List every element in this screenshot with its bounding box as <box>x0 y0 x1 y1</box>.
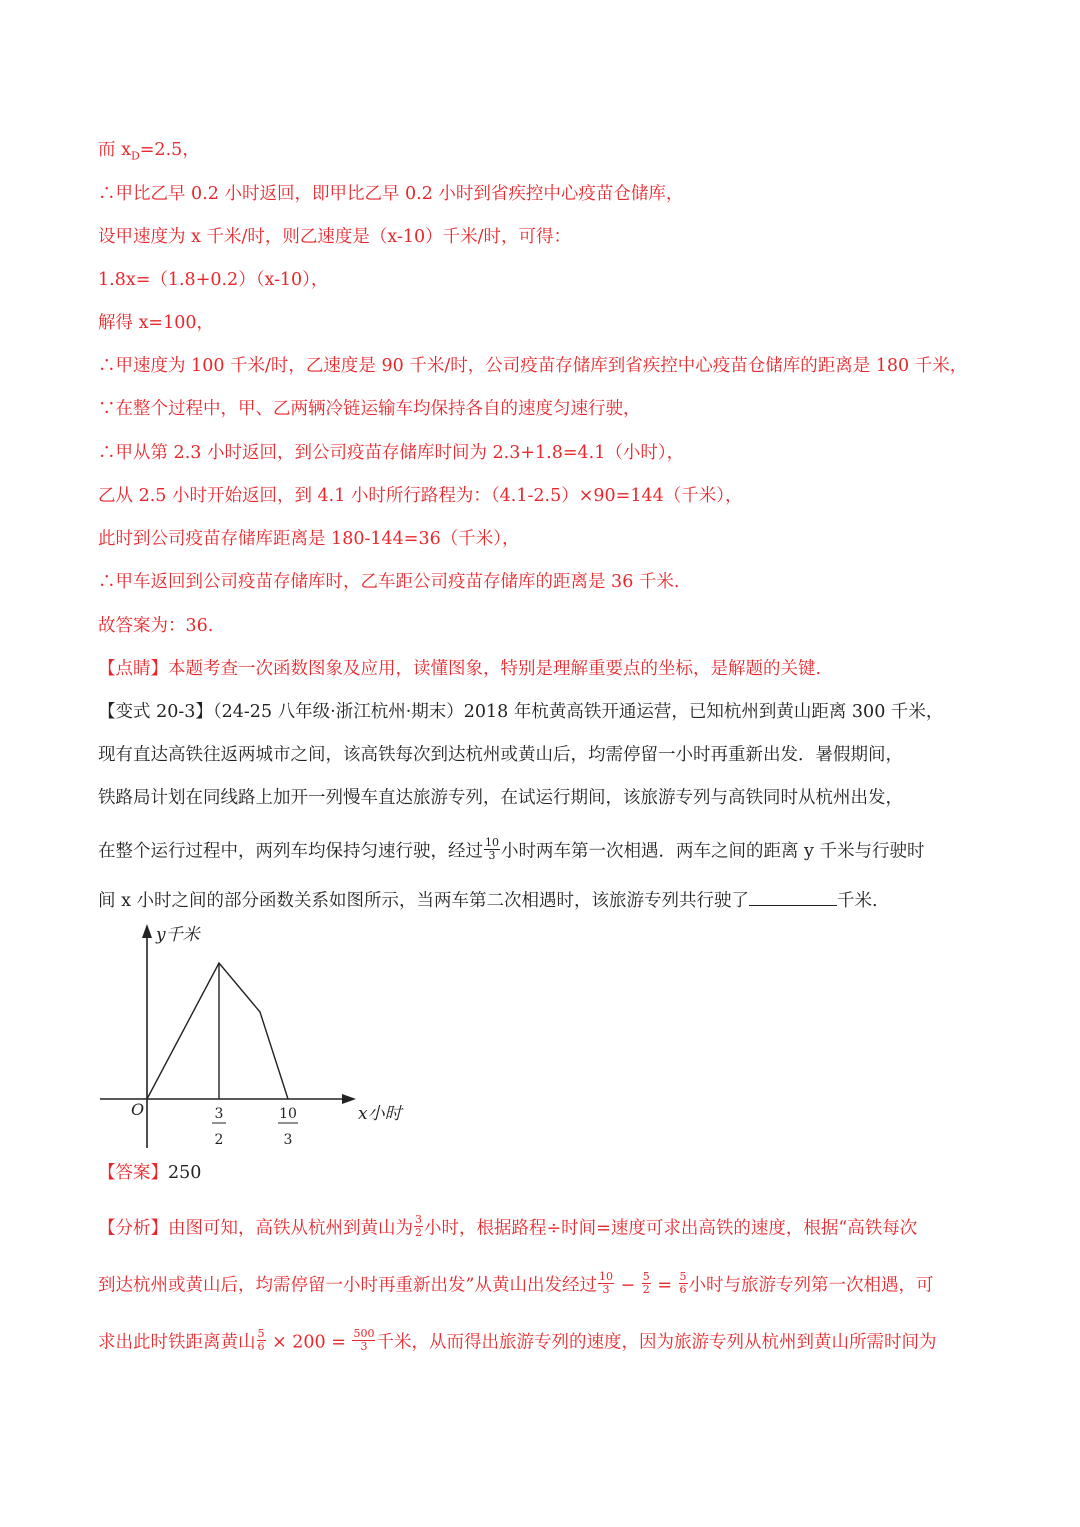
fraction-numerator: 10 <box>485 836 499 849</box>
solution-line-2: ∴甲比乙早 0.2 小时返回，即甲比乙早 0.2 小时到省疾控中心疫苗仓储库， <box>98 184 684 204</box>
fraction-numerator: 5 <box>642 1270 650 1283</box>
analysis-line-1-text-b: 小时，根据路程÷时间=速度可求出高铁的速度，根据“高铁每次 <box>424 1218 918 1239</box>
analysis-line-2-text-a: 到达杭州或黄山后，均需停留一小时再重新出发”从黄山出发经过 <box>98 1275 597 1296</box>
y-axis-label: y千米 <box>156 925 200 945</box>
solution-line-12: 故答案为：36. <box>98 616 214 636</box>
analysis-line-3 <box>98 1327 1000 1355</box>
fraction-numerator: 500 <box>353 1327 375 1340</box>
fraction-denominator: 6 <box>257 1339 265 1353</box>
solution-line-6: ∴甲速度为 100 千米/时，乙速度是 90 千米/时，公司疫苗存储库到省疾控中心疫苗仓储库的距离是 180 千米， <box>98 356 968 376</box>
fraction-numerator: 10 <box>598 1270 613 1283</box>
dianjing-note: 【点睛】本题考查一次函数图象及应用，读懂图象，特别是理解重要点的坐标，是解题的关键. <box>98 659 822 679</box>
fraction-numerator: 5 <box>257 1327 265 1340</box>
origin-label: O <box>131 1100 145 1119</box>
problem-line-5 <box>98 891 1000 911</box>
solution-line-5: 解得 x=100， <box>98 313 214 333</box>
fraction-five-sixths <box>257 1328 266 1352</box>
problem-line-4-text-b: 小时两车第一次相遇．两车之间的距离 y 千米与行驶时 <box>501 841 925 862</box>
fraction-three-halves <box>414 1214 423 1238</box>
fraction-numerator: 3 <box>415 1213 422 1226</box>
x-axis-arrow <box>342 1094 356 1104</box>
fraction-denominator: 3 <box>602 1282 610 1296</box>
x-axis-label: x小时 <box>358 1104 402 1124</box>
analysis-line-2-text-b: 小时与旅游专列第一次相遇，可 <box>688 1275 934 1296</box>
minus-sign: − <box>614 1275 641 1296</box>
fraction-ten-thirds <box>484 837 500 861</box>
problem-line-5-text-b: 千米. <box>837 891 878 911</box>
line-1-subscript: D <box>130 149 140 163</box>
answer-label: 【答案】 <box>98 1163 168 1183</box>
solution-line-3: 设甲速度为 x 千米/时，则乙速度是（x-10）千米/时，可得： <box>98 227 572 247</box>
fraction-five-halves <box>642 1271 651 1295</box>
answer-blank <box>749 891 837 906</box>
solution-line-10: 此时到公司疫苗存储库距离是 180-144=36（千米）， <box>98 529 520 549</box>
times-expression: × 200 = <box>266 1332 352 1353</box>
line-1-text: 而 x <box>98 140 131 160</box>
problem-line-5-text-a: 间 x 小时之间的部分函数关系如图所示，当两车第二次相遇时，该旅游专列共行驶了 <box>98 891 749 911</box>
solution-line-7: ∵在整个过程中，甲、乙两辆冷链运输车均保持各自的速度匀速行驶， <box>98 399 641 419</box>
solution-line-9: 乙从 2.5 小时开始返回，到 4.1 小时所行路程为：（4.1-2.5）×90=144（千米）， <box>98 486 743 506</box>
answer-line <box>98 1165 1000 1183</box>
solution-line-1 <box>98 142 1000 162</box>
line-1-tail: =2.5， <box>139 140 200 160</box>
solution-line-4: 1.8x=（1.8+0.2）（x-10）， <box>98 270 329 290</box>
fraction-five-sixths <box>679 1271 688 1295</box>
analysis-line-2 <box>98 1270 1000 1298</box>
fraction-denominator: 2 <box>642 1282 650 1296</box>
fraction-denominator: 2 <box>415 1225 422 1239</box>
fraction-ten-thirds <box>598 1271 614 1295</box>
analysis-line-1 <box>98 1213 1000 1241</box>
function-graph <box>98 918 418 1154</box>
fraction-denominator: 3 <box>360 1339 368 1353</box>
function-line <box>147 963 288 1099</box>
fraction-denominator: 6 <box>679 1282 687 1296</box>
answer-value: 250 <box>168 1163 202 1183</box>
tick-2-denominator: 3 <box>283 1132 293 1148</box>
fraction-five-hundred-thirds <box>352 1328 375 1352</box>
y-axis-arrow <box>142 924 152 938</box>
analysis-line-3-text-a: 求出此时铁距离黄山 <box>98 1332 256 1353</box>
problem-line-4-text-a: 在整个运行过程中，两列车均保持匀速行驶，经过 <box>98 841 483 862</box>
solution-line-8: ∴甲从第 2.3 小时返回，到公司疫苗存储库时间为 2.3+1.8=4.1（小时）， <box>98 443 685 463</box>
fraction-numerator: 5 <box>679 1270 687 1283</box>
analysis-line-1-text-a: 【分析】由图可知，高铁从杭州到黄山为 <box>98 1218 413 1239</box>
equals-sign: = <box>651 1275 678 1296</box>
solution-line-11: ∴甲车返回到公司疫苗存储库时，乙车距公司疫苗存储库的距离是 36 千米. <box>98 572 680 592</box>
problem-line-1: 【变式 20-3】（24-25 八年级·浙江杭州·期末）2018 年杭黄高铁开通运营，已知杭州到黄山距离 300 千米， <box>98 702 944 722</box>
tick-1-denominator: 2 <box>214 1132 224 1148</box>
tick-1-numerator: 3 <box>214 1106 224 1122</box>
problem-line-4 <box>98 836 1000 864</box>
analysis-line-3-text-b: 千米，从而得出旅游专列的速度，因为旅游专列从杭州到黄山所需时间为 <box>376 1332 937 1353</box>
problem-line-2: 现有直达高铁往返两城市之间，该高铁每次到达杭州或黄山后，均需停留一小时再重新出发．暑假期间， <box>98 745 903 765</box>
tick-2-numerator: 10 <box>279 1106 297 1122</box>
problem-line-3: 铁路局计划在同线路上加开一列慢车直达旅游专列，在试运行期间，该旅游专列与高铁同时从杭州出发， <box>98 788 903 808</box>
fraction-denominator: 3 <box>488 848 496 862</box>
